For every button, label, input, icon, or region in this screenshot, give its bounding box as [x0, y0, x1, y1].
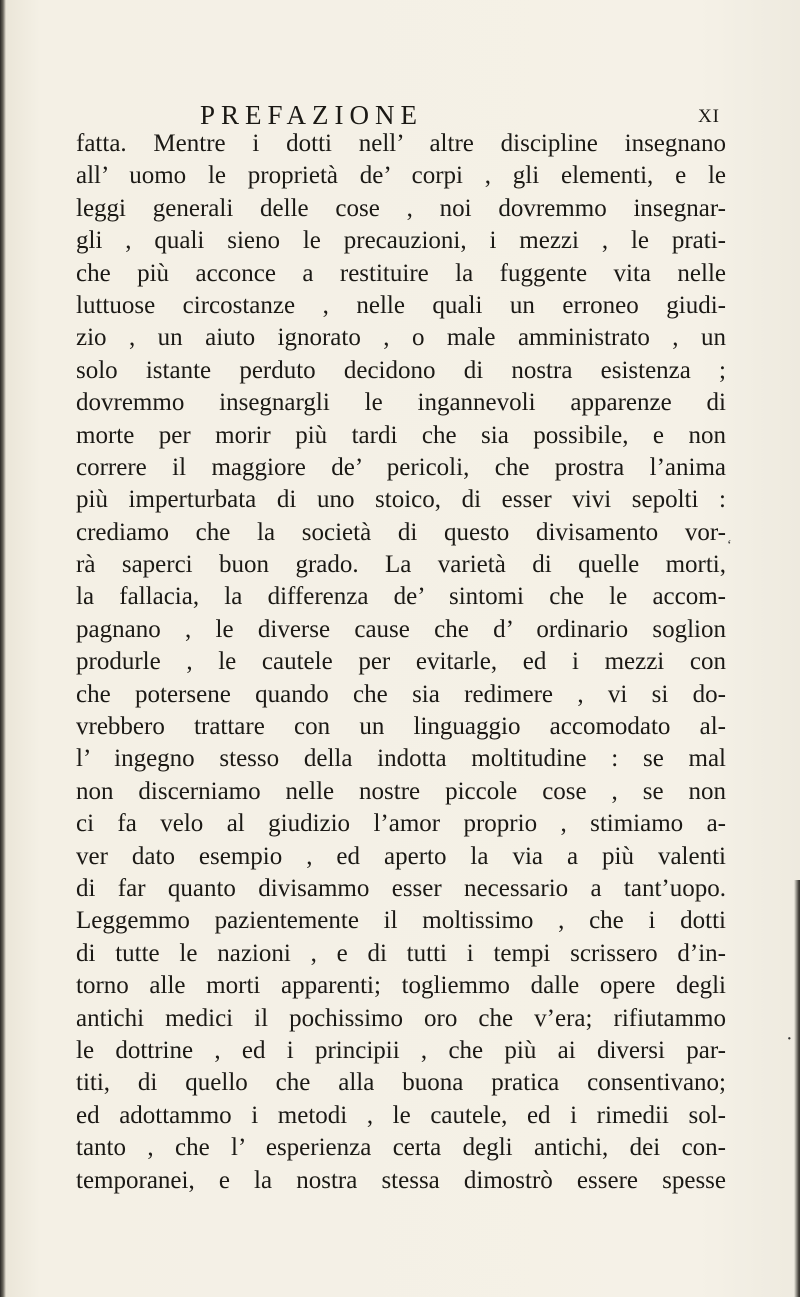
text-line: ci fa velo al giudizio l’amor proprio , stimiamo a-: [76, 810, 726, 838]
text-line: crediamo che la società di questo divisamento vor-: [76, 518, 726, 546]
text-line: temporanei, e la nostra stessa dimostrò essere spesse: [76, 1166, 726, 1194]
text-line: produrle , le cautele per evitarle, ed i mezzi con: [76, 648, 726, 676]
text-line: torno alle morti apparenti; togliemmo dalle opere degli: [76, 972, 726, 1000]
page-number: XI: [697, 106, 720, 127]
text-line: più imperturbata di uno stoico, di esser vivi sepolti :: [76, 486, 726, 514]
text-line: titi, di quello che alla buona pratica consentivano;: [76, 1069, 726, 1097]
text-line: Leggemmo pazientemente il moltissimo , che i dotti: [76, 907, 726, 935]
text-line: leggi generali delle cose , noi dovremmo insegnar-: [76, 194, 726, 222]
text-line: luttuose circostanze , nelle quali un erroneo giudi-: [76, 291, 726, 319]
text-line: ed adottammo i metodi , le cautele, ed i rimedii sol-: [76, 1101, 726, 1129]
text-line: pagnano , le diverse cause che d’ ordinario soglion: [76, 615, 726, 643]
text-line: ver dato esempio , ed aperto la via a più valenti: [76, 842, 726, 870]
text-line: gli , quali sieno le precauzioni, i mezzi , le prati-: [76, 227, 726, 255]
margin-tick-mark: ‘: [727, 538, 732, 553]
header-title: PREFAZIONE: [200, 100, 424, 130]
text-line: rà saperci buon grado. La varietà di quelle morti,: [76, 551, 726, 579]
text-line: che potersene quando che sia redimere , vi si do-: [76, 680, 726, 708]
text-line: di far quanto divisammo esser necessario a tant’uopo.: [76, 874, 726, 902]
page-binding-edge: [0, 0, 6, 1297]
text-line: all’ uomo le proprietà de’ corpi , gli elementi, e le: [76, 162, 726, 190]
text-line: solo istante perduto decidono di nostra esistenza ;: [76, 356, 726, 384]
text-line: vrebbero trattare con un linguaggio accomodato al-: [76, 713, 726, 741]
text-line: che più acconce a restituire la fuggente vita nelle: [76, 259, 726, 287]
text-line: morte per morir più tardi che sia possibile, e non: [76, 421, 726, 449]
text-line: tanto , che l’ esperienza certa degli antichi, dei con-: [76, 1134, 726, 1162]
text-line: l’ ingegno stesso della indotta moltitudine : se mal: [76, 745, 726, 773]
text-line: dovremmo insegnargli le ingannevoli apparenze di: [76, 389, 726, 417]
text-line: di tutte le nazioni , e di tutti i tempi scrissero d’in-: [76, 939, 726, 967]
text-line: fatta. Mentre i dotti nell’ altre discipline insegnano: [76, 130, 726, 157]
text-line: non discerniamo nelle nostre piccole cose , se non: [76, 777, 726, 805]
text-line: la fallacia, la differenza de’ sintomi che le accom-: [76, 583, 726, 611]
running-header: [200, 98, 720, 132]
text-line: zio , un aiuto ignorato , o male amministrato , un: [76, 324, 726, 352]
text-line: le dottrine , ed i principii , che più ai diversi par-: [76, 1036, 726, 1064]
text-line: antichi medici il pochissimo oro che v’era; rifiutammo: [76, 1004, 726, 1032]
body-text: [76, 128, 726, 1197]
page-right-edge: [794, 880, 800, 1297]
text-line: correre il maggiore de’ pericoli, che prostra l’anima: [76, 453, 726, 481]
margin-dot-mark: ·: [786, 1028, 793, 1050]
